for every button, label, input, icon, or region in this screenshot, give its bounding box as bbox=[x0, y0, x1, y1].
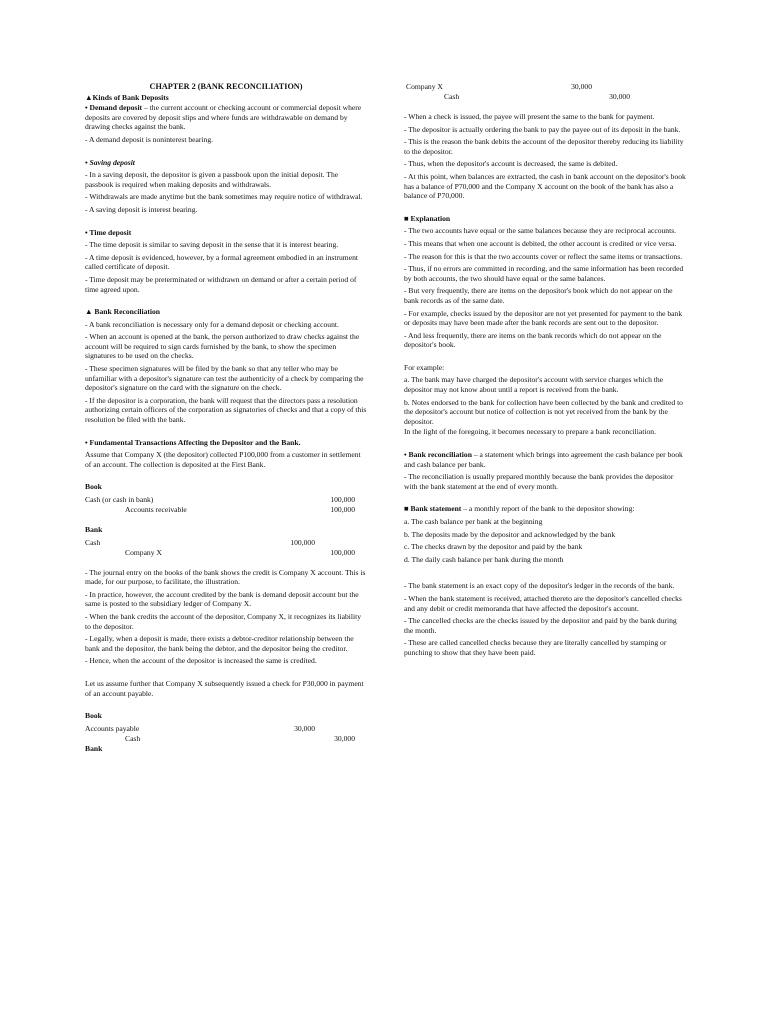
expl-5: - But very frequently, there are items on the depositor's book which do not appear on the bank records as of the same date. bbox=[404, 286, 673, 305]
stmt-3: - The cancelled checks are the checks issued by the depositor and paid by the bank during the month. bbox=[404, 616, 677, 635]
example-c: In the light of the foregoing, it becomes necessary to prepare a bank reconciliation. bbox=[404, 427, 656, 437]
book-label-2: Book bbox=[85, 711, 102, 721]
recon-heading: ▲ Bank Reconciliation bbox=[85, 307, 161, 317]
bank2-dr-amount: 30,000 bbox=[571, 82, 592, 91]
br-label: • Bank reconciliation bbox=[404, 450, 472, 460]
book2-dr-account: Accounts payable bbox=[85, 723, 140, 733]
kinds-heading: ▲Kinds of Bank Deposits bbox=[85, 92, 169, 102]
check-1: - When a check is issued, the payee will present the same to the bank for payment. bbox=[404, 112, 655, 121]
demand-note: - A demand deposit is noninterest bearing. bbox=[85, 134, 214, 144]
bank2-dr-account: Company X bbox=[406, 82, 443, 91]
example-b: b. Notes endorsed to the bank for collection have been collected by the bank and credited to the depositor's account but notice of collection is not yet received from the bank by the depositor. bbox=[404, 397, 683, 426]
bank1-dr-amount: 100,000 bbox=[290, 537, 315, 547]
demand-label: • Demand deposit bbox=[85, 103, 143, 113]
expl-2: - This means that when one account is debited, the other account is credited or vice versa. bbox=[404, 238, 677, 248]
journal-1: - The journal entry on the books of the bank shows the credit is Company X account. This is made, for our purpose, to facilitate, the illustration. bbox=[85, 567, 366, 587]
time-1: - The time deposit is similar to saving deposit in the sense that it is interest bearing. bbox=[85, 240, 339, 250]
example-a: a. The bank may have charged the depositor's account with service charges which the depositor may not know about until a report is received from the bank. bbox=[404, 375, 664, 395]
book2-cr-account: Cash bbox=[125, 733, 141, 743]
recon-2: - When an account is opened at the bank, the person authorized to draw checks against the account will be required to sign cards furnished by the bank, to show the specimen signatures to be used on the checks. bbox=[85, 332, 360, 361]
journal-line bbox=[85, 724, 367, 734]
bank-label-1: Bank bbox=[85, 525, 103, 534]
expl-6: - For example, checks issued by the depositor are not yet presented for payment to the bank or deposits may have been made after the bank records are sent out to the depositor. bbox=[404, 308, 683, 328]
bs-a: a. The cash balance per bank at the beginning bbox=[404, 517, 543, 526]
journal-line bbox=[85, 495, 367, 505]
stmt-1: - The bank statement is an exact copy of the depositor's ledger in the records of the bank. bbox=[404, 581, 675, 591]
bank1-dr-account: Cash bbox=[85, 537, 101, 547]
bank2-cr-account: Cash bbox=[444, 92, 460, 101]
recon-3: - These specimen signatures will be filed by the bank so that any teller who may be unfamiliar with a depositor's signature can test the authenticity of a check by comparing the depositor's signature on the card with the signature on the check. bbox=[85, 364, 364, 393]
journal-2: - In practice, however, the account credited by the bank is demand deposit account but the same is posted to the subsidiary ledger of Company X. bbox=[85, 589, 359, 609]
time-3: - Time deposit may be preterminated or withdrawn on demand or after a certain period of time agreed upon. bbox=[85, 274, 357, 294]
fund-text: Assume that Company X (the depositor) collected P100,000 from a customer in settlement of an account. The collection is deposited at the First Bank. bbox=[85, 450, 361, 469]
stmt-2: - When the bank statement is received, attached thereto are the depositor's cancelled checks and any debit or credit memoranda that have affected the depositor's account. bbox=[404, 593, 682, 613]
br-text: – a statement which brings into agreement the cash balance per book and cash balance per bank. bbox=[404, 450, 683, 469]
journal-line bbox=[404, 82, 686, 92]
recon-1: - A bank reconciliation is necessary only for a demand deposit or checking account. bbox=[85, 319, 339, 329]
bs-b: b. The deposits made by the depositor and acknowledged by the bank bbox=[404, 529, 616, 539]
check-4: - Thus, when the depositor's account is decreased, the same is debited. bbox=[404, 159, 618, 169]
bs-text: – a monthly report of the bank to the depositor showing: bbox=[461, 504, 635, 514]
further-text: Let us assume further that Company X subsequently issued a check for P30,000 in payment of an account payable. bbox=[85, 678, 364, 698]
demand-paragraph bbox=[85, 103, 367, 132]
journal-line bbox=[85, 734, 367, 744]
expl-4: - Thus, if no errors are committed in recording, and the same information has been recorded by both accounts, the two should have equal or the same balances. bbox=[404, 264, 684, 283]
book2-dr-amount: 30,000 bbox=[294, 723, 315, 733]
book1-dr-amount: 100,000 bbox=[330, 495, 355, 504]
journal-4: - Legally, when a deposit is made, there exists a debtor-creditor relationship between the bank and the depositor, the bank being the debtor, and the depositor being the creditor. bbox=[85, 634, 354, 653]
recon-4: - If the depositor is a corporation, the bank will request that the directors pass a resolution authorizing certain officers of the corporation as signatories of checks and that a copy of this resolution be filed with the bank. bbox=[85, 395, 367, 425]
example-intro: For example: bbox=[404, 362, 445, 372]
journal-line bbox=[404, 92, 686, 102]
fund-heading: • Fundamental Transactions Affecting the Depositor and the Bank. bbox=[85, 437, 301, 447]
bank2-cr-amount: 30,000 bbox=[609, 92, 630, 101]
saving-1: - In a saving deposit, the depositor is given a passbook upon the initial deposit. The passbook is required when making deposits and withdrawals. bbox=[85, 170, 339, 189]
chapter-title: CHAPTER 2 (BANK RECONCILIATION) bbox=[149, 82, 303, 91]
explanation-heading: ■ Explanation bbox=[404, 213, 451, 223]
journal-3: - When the bank credits the account of the depositor, Company X, it recognizes its liability to the depositor. bbox=[85, 611, 362, 631]
check-5: - At this point, when balances are extracted, the cash in bank account on the depositor's book has a balance of P70,000 and the Company X account on the book of the bank has also a balance of P70,000. bbox=[404, 171, 686, 201]
br-2: - The reconciliation is usually prepared monthly because the bank provides the depositor with the bank statement at the end of every month. bbox=[404, 472, 674, 491]
bank-reconciliation-def bbox=[404, 450, 686, 469]
expl-1: - The two accounts have equal or the same balances because they are reciprocal accounts. bbox=[404, 226, 677, 236]
bank1-cr-account: Company X bbox=[125, 547, 162, 557]
stmt-4: - These are called cancelled checks because they are literally cancelled by stamping or punching to show that they have been paid. bbox=[404, 638, 667, 657]
expl-7: - And less frequently, there are items on the bank records which do not appear on the depositor's book. bbox=[404, 330, 662, 350]
bs-c: c. The checks drawn by the depositor and paid by the bank bbox=[404, 542, 583, 552]
check-3: - This is the reason the bank debits the account of the depositor thereby reducing its liability to the depositor. bbox=[404, 137, 684, 156]
bs-d: d. The daily cash balance per bank during the month bbox=[404, 554, 564, 564]
left-column bbox=[85, 82, 367, 756]
book1-cr-account: Accounts receivable bbox=[125, 505, 187, 514]
book1-dr-account: Cash (or cash in bank) bbox=[85, 495, 154, 504]
saving-2: - Withdrawals are made anytime but the bank sometimes may require notice of withdrawal. bbox=[85, 192, 363, 202]
journal-line bbox=[85, 505, 367, 515]
bank1-cr-amount: 100,000 bbox=[330, 547, 355, 557]
bs-label: ■ Bank statement bbox=[404, 504, 462, 514]
demand-text: – the current account or checking account or commercial deposit where deposits are covered by deposit slips and where funds are withdrawable on demand by drawing checks against the bank. bbox=[85, 103, 362, 132]
book-label-1: Book bbox=[85, 482, 102, 492]
check-2: - The depositor is actually ordering the bank to pay the payee out of its deposit in the bank. bbox=[404, 124, 681, 134]
journal-line bbox=[85, 548, 367, 558]
journal-5: - Hence, when the account of the depositor is increased the same is credited. bbox=[85, 656, 317, 666]
bank-label-2: Bank bbox=[85, 743, 103, 753]
expl-3: - The reason for this is that the two accounts cover or reflect the same items or transactions. bbox=[404, 251, 683, 261]
time-label: • Time deposit bbox=[85, 227, 132, 237]
saving-3: - A saving deposit is interest bearing. bbox=[85, 204, 198, 214]
book1-cr-amount: 100,000 bbox=[330, 505, 355, 514]
time-2: - A time deposit is evidenced, however, by a formal agreement embodied in an instrument called certificate of deposit. bbox=[85, 252, 358, 272]
right-column bbox=[404, 82, 686, 661]
book2-cr-amount: 30,000 bbox=[334, 733, 355, 743]
journal-line bbox=[85, 538, 367, 548]
bank-statement-def bbox=[404, 504, 686, 514]
saving-label: • Saving deposit bbox=[85, 157, 135, 167]
